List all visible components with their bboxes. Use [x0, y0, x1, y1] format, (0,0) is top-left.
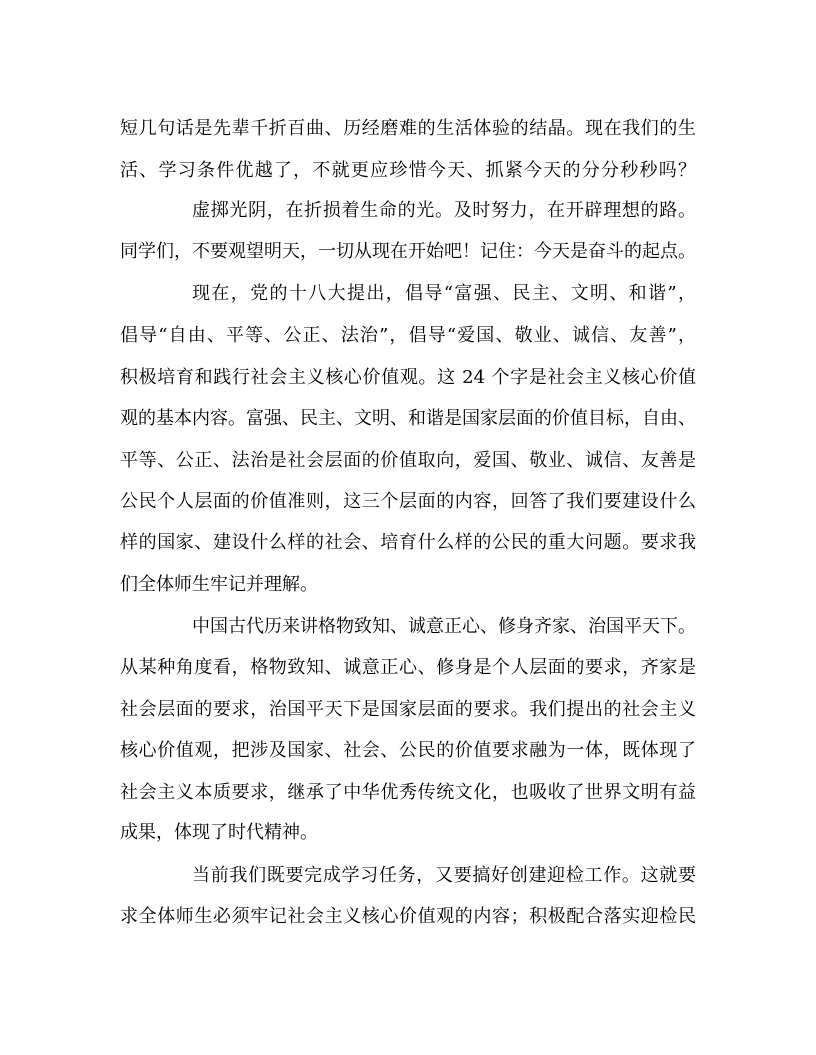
text-line: 样的国家、建设什么样的社会、培育什么样的公民的重大问题。要求我	[120, 532, 696, 553]
text-line: 核心价值观，把涉及国家、社会、公民的价值要求融为一体，既体现了	[120, 740, 696, 761]
text-line: 积极培育和践行社会主义核心价值观。这 24 个字是社会主义核心价值	[120, 367, 696, 388]
text-line: 社会层面的要求，治国平天下是国家层面的要求。我们提出的社会主义	[120, 699, 696, 720]
text-line: 平等、公正、法治是社会层面的价值取向，爱国、敬业、诚信、友善是	[120, 450, 696, 471]
text-line: 社会主义本质要求，继承了中华优秀传统文化，也吸收了世界文明有益	[120, 782, 696, 803]
text-line: 倡导“自由、平等、公正、法治”，倡导“爱国、敬业、诚信、友善”，	[120, 325, 696, 346]
text-line: 成果，体现了时代精神。	[120, 822, 318, 843]
text-line: 中国古代历来讲格物致知、诚意正心、修身齐家、治国平天下。	[192, 616, 696, 637]
text-line: 当前我们既要完成学习任务，又要搞好创建迎检工作。这就要	[192, 865, 696, 886]
text-line: 从某种角度看，格物致知、诚意正心、修身是个人层面的要求，齐家是	[120, 657, 696, 678]
text-line: 短几句话是先辈千折百曲、历经磨难的生活体验的结晶。现在我们的生	[120, 118, 696, 139]
text-line: 现在，党的十八大提出，倡导“富强、民主、文明、和谐”，	[192, 283, 696, 304]
text-line: 同学们，不要观望明天，一切从现在开始吧！记住：今天是奋斗的起点。	[120, 241, 696, 262]
text-line: 活、学习条件优越了，不就更应珍惜今天、抓紧今天的分分秒秒吗？	[120, 160, 696, 181]
text-line: 虚掷光阴，在折损着生命的光。及时努力，在开辟理想的路。	[192, 200, 696, 221]
text-line: 们全体师生牢记并理解。	[120, 574, 318, 595]
text-line: 求全体师生必须牢记社会主义核心价值观的内容；积极配合落实迎检民	[120, 906, 696, 927]
text-line: 公民个人层面的价值准则，这三个层面的内容，回答了我们要建设什么	[120, 491, 696, 512]
text-line: 观的基本内容。富强、民主、文明、和谐是国家层面的价值目标，自由、	[120, 408, 696, 429]
